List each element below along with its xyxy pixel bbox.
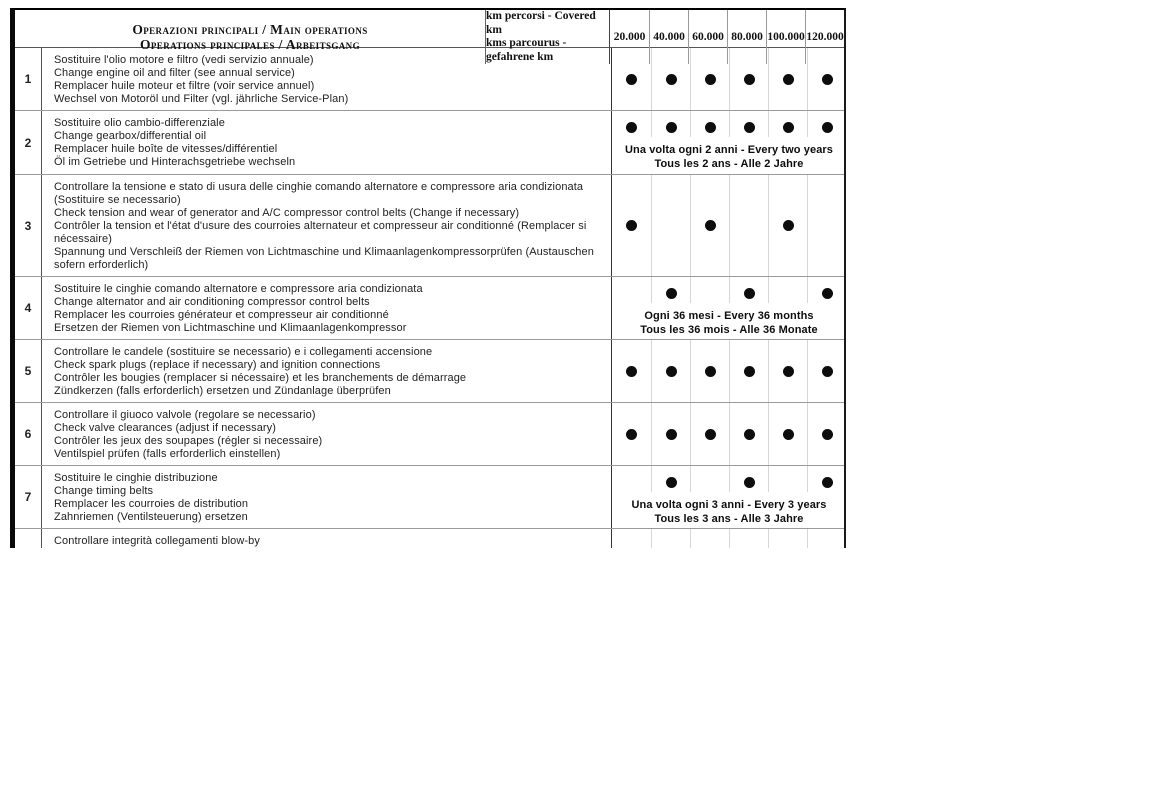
operation-description-line: Ersetzen der Riemen von Lichtmaschine und Klimaanlagenkompressor [54, 322, 407, 334]
operation-row [15, 277, 844, 340]
operations-title-line2: Operations principales / Arbeitsgang [140, 37, 360, 52]
row-number: 6 [15, 403, 42, 465]
interval-dots-cell [612, 48, 844, 110]
interval-dot-icon [705, 74, 716, 85]
operation-row [15, 466, 844, 529]
operation-description-line: Contrôler la tension et l'état d'usure des courroies alternateur et compresseur air conditionné (Remplacer si [54, 220, 587, 232]
interval-dot-icon [705, 122, 716, 133]
interval-dot-icon [744, 122, 755, 133]
interval-cell [807, 175, 844, 276]
operation-description-line: Contrôler les bougies (remplacer si nécessaire) et les branchements de démarrage [54, 372, 467, 384]
row-number: 2 [15, 111, 42, 174]
km-column-header: 60.000 [688, 10, 727, 64]
operation-description-line: Sostituire l'olio motore e filtro (vedi servizio annuale) [54, 54, 314, 66]
interval-dot-icon [783, 366, 794, 377]
interval-dot-icon [744, 429, 755, 440]
operation-description-line: Controllare la tensione e stato di usura delle cinghie comando alternatore e compressore aria condizionata [54, 181, 584, 193]
interval-cell [729, 277, 768, 303]
interval-cell [729, 111, 768, 137]
operation-description-line: Contrôler les jeux des soupapes (régler si necessaire) [54, 435, 323, 447]
interval-cell [690, 111, 729, 137]
interval-cell [729, 175, 768, 276]
operation-row [15, 175, 844, 277]
interval-cell [807, 277, 844, 303]
row-number: 7 [15, 466, 42, 528]
interval-dots-cell [612, 529, 844, 548]
operation-description-line: Sostituire olio cambio-differenziale [54, 117, 225, 129]
interval-cell [651, 340, 690, 402]
interval-dot-icon [705, 366, 716, 377]
interval-note-line: Tous les 2 ans - Alle 2 Jahre [654, 158, 804, 170]
interval-cell [729, 340, 768, 402]
interval-cell [612, 403, 651, 465]
interval-dot-icon [783, 429, 794, 440]
interval-dot-icon [666, 74, 677, 85]
interval-cell [807, 529, 844, 548]
operation-description-line: Remplacer les courroies de distribution [54, 498, 249, 510]
row-number: 3 [15, 175, 42, 276]
interval-cell [729, 529, 768, 548]
km-column-header: 120.000 [805, 10, 844, 64]
operation-description-line: Zündkerzen (falls erforderlich) ersetzen und Zündanlage überprüfen [54, 385, 391, 397]
operation-description-line: Remplacer les courroies générateur et compresseur air conditionné [54, 309, 389, 321]
interval-cell [612, 48, 651, 110]
interval-cell [768, 175, 807, 276]
interval-note-line: Tous les 3 ans - Alle 3 Jahre [654, 513, 804, 525]
interval-cell [612, 529, 651, 548]
interval-dot-icon [783, 220, 794, 231]
km-column-header: 40.000 [649, 10, 688, 64]
operation-row [15, 340, 844, 403]
interval-cell [690, 277, 729, 303]
interval-cell [807, 48, 844, 110]
interval-cell [690, 529, 729, 548]
interval-dot-icon [822, 122, 833, 133]
operation-description-line: Öl im Getriebe und Hinterachsgetriebe wechseln [54, 156, 296, 168]
interval-cell [651, 466, 690, 492]
interval-cell [768, 340, 807, 402]
interval-cell [729, 403, 768, 465]
interval-dots-cell [612, 340, 844, 402]
maintenance-schedule-table [10, 8, 846, 548]
interval-dot-icon [783, 74, 794, 85]
km-title-line1: km percorsi - Covered km [486, 10, 596, 36]
row-number [15, 529, 42, 548]
operation-description [42, 403, 612, 465]
interval-cell [690, 340, 729, 402]
operation-description-line: Wechsel von Motoröl und Filter (vgl. jährliche Service-Plan) [54, 93, 349, 105]
interval-cell [612, 175, 651, 276]
interval-cell [612, 466, 651, 492]
interval-dot-icon [744, 74, 755, 85]
interval-dot-icon [666, 288, 677, 299]
interval-cell [651, 175, 690, 276]
interval-cell [612, 111, 651, 137]
interval-dots-cell [612, 403, 844, 465]
interval-note [612, 143, 844, 174]
operation-description-line: Controllare integrità collegamenti blow-by [54, 535, 260, 547]
operation-description-line: Sostituire le cinghie comando alternatore e compressore aria condizionata [54, 283, 423, 295]
km-column-header: 100.000 [766, 10, 805, 64]
interval-cell [651, 277, 690, 303]
interval-dot-icon [744, 477, 755, 488]
operation-description-line: Change engine oil and filter (see annual service) [54, 67, 295, 79]
operation-description [42, 466, 612, 528]
interval-dot-icon [705, 429, 716, 440]
interval-cell [651, 529, 690, 548]
row-number: 1 [15, 48, 42, 110]
interval-note-line: Una volta ogni 2 anni - Every two years [624, 144, 834, 156]
interval-note-line: Ogni 36 mesi - Every 36 months [644, 310, 814, 322]
interval-cell [651, 403, 690, 465]
interval-dot-icon [705, 220, 716, 231]
operation-description-line: Remplacer huile boîte de vitesses/différentiel [54, 143, 278, 155]
operation-row [15, 111, 844, 175]
interval-dot-icon [822, 366, 833, 377]
interval-dot-icon [666, 429, 677, 440]
interval-cell [768, 48, 807, 110]
interval-cell [651, 111, 690, 137]
interval-note [612, 498, 844, 528]
km-title-line2: kms parcourus - gefahrene km [486, 37, 567, 63]
operation-description-line: Controllare le candele (sostituire se necessario) e i collegamenti accensione [54, 346, 433, 358]
operation-description-line: Check spark plugs (replace if necessary) and ignition connections [54, 359, 381, 371]
interval-cell [768, 529, 807, 548]
interval-dot-icon [666, 477, 677, 488]
operation-description-line: Change alternator and air conditioning compressor control belts [54, 296, 370, 308]
interval-dot-icon [822, 429, 833, 440]
interval-cell [729, 48, 768, 110]
interval-cell [612, 340, 651, 402]
operation-description-line: Zahnriemen (Ventilsteuerung) ersetzen [54, 511, 248, 523]
interval-dot-icon [626, 74, 637, 85]
interval-cell [690, 466, 729, 492]
operation-description-line: Remplacer huile moteur et filtre (voir service annuel) [54, 80, 315, 92]
operation-description [42, 48, 612, 110]
interval-dot-icon [822, 74, 833, 85]
operation-description [42, 175, 612, 276]
interval-cell [807, 111, 844, 137]
interval-cell [768, 466, 807, 492]
interval-dot-icon [626, 220, 637, 231]
operation-description-line: (Sostituire se necessario) [54, 194, 181, 206]
interval-dots-cell [612, 466, 844, 528]
interval-dot-icon [666, 122, 677, 133]
operation-row [15, 529, 844, 548]
operation-description-line: Ventilspiel prüfen (falls erforderlich einstellen) [54, 448, 281, 460]
km-column-header: 20.000 [613, 31, 646, 43]
interval-dot-icon [783, 122, 794, 133]
operation-description-line: Check tension and wear of generator and A/C compressor control belts (Change if necessary) [54, 207, 520, 219]
operations-title-line1: Operazioni principali / Main operations [132, 22, 368, 37]
operation-description [42, 277, 612, 339]
interval-cell [690, 48, 729, 110]
interval-dot-icon [626, 429, 637, 440]
interval-dots-cell [612, 277, 844, 339]
interval-dots-cell [612, 175, 844, 276]
interval-cell [690, 175, 729, 276]
km-column-header: 80.000 [727, 10, 766, 64]
interval-cell [690, 403, 729, 465]
row-number: 5 [15, 340, 42, 402]
operation-description-line: Sostituire le cinghie distribuzione [54, 472, 218, 484]
operation-description [42, 529, 612, 548]
interval-note-line: Una volta ogni 3 anni - Every 3 years [631, 499, 827, 511]
interval-note-line: Tous les 36 mois - Alle 36 Monate [640, 324, 818, 336]
interval-cell [651, 48, 690, 110]
interval-cell [807, 340, 844, 402]
interval-dot-icon [822, 477, 833, 488]
operation-description [42, 111, 612, 174]
interval-cell [807, 403, 844, 465]
interval-dot-icon [744, 366, 755, 377]
operation-description-line: Change timing belts [54, 485, 154, 497]
row-number: 4 [15, 277, 42, 339]
operation-row [15, 403, 844, 466]
interval-cell [768, 403, 807, 465]
operation-description-line: sofern erforderlich) [54, 259, 149, 271]
operation-description-line: nécessaire) [54, 233, 112, 245]
interval-cell [729, 466, 768, 492]
operation-row [15, 48, 844, 111]
interval-dot-icon [744, 288, 755, 299]
interval-dots-cell [612, 111, 844, 174]
interval-dot-icon [626, 122, 637, 133]
operation-description-line: Controllare il giuoco valvole (regolare se necessario) [54, 409, 316, 421]
interval-cell [768, 111, 807, 137]
interval-dot-icon [822, 288, 833, 299]
table-body [15, 48, 844, 548]
operation-description-line: Check valve clearances (adjust if necessary) [54, 422, 277, 434]
interval-note [612, 309, 844, 339]
interval-cell [807, 466, 844, 492]
operation-description [42, 340, 612, 402]
interval-cell [768, 277, 807, 303]
interval-dot-icon [626, 366, 637, 377]
operation-description-line: Spannung und Verschleiß der Riemen von Lichtmaschine und Klimaanlagenkompressorprüfen (Austauschen [54, 246, 594, 258]
interval-cell [612, 277, 651, 303]
operation-description-line: Change gearbox/differential oil [54, 130, 207, 142]
interval-dot-icon [666, 366, 677, 377]
